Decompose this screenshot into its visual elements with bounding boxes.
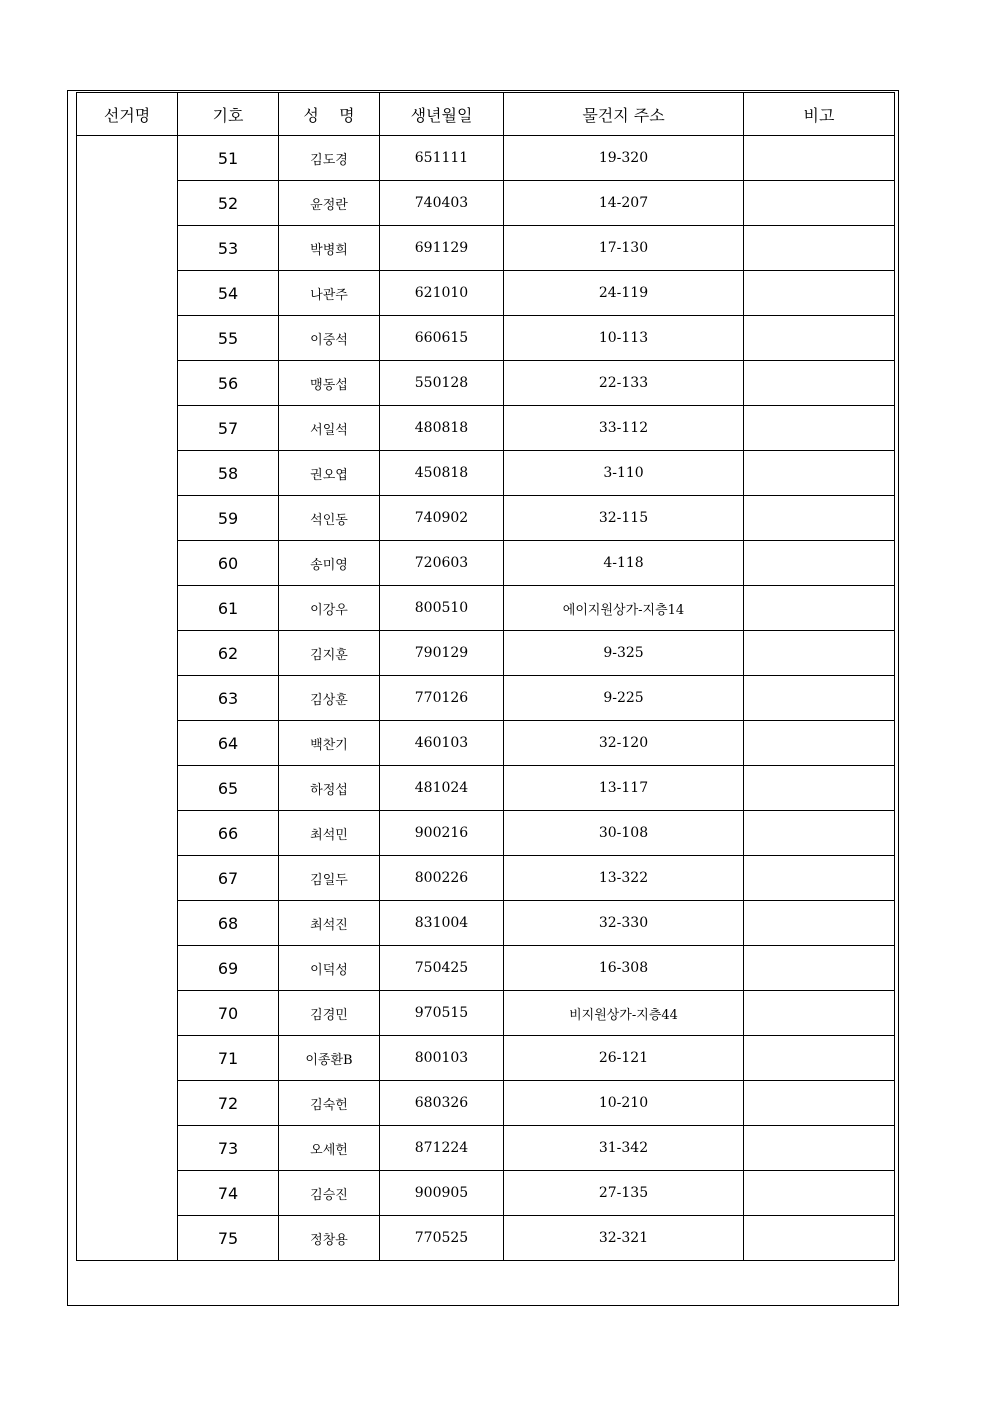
header-birth: 생년월일 xyxy=(380,93,504,136)
birth-cell: 680326 xyxy=(380,1081,504,1126)
table-row xyxy=(77,1081,895,1126)
note-cell xyxy=(744,316,895,361)
address-cell: 3-110 xyxy=(504,451,744,496)
name-cell: 하정섭 xyxy=(279,766,380,811)
birth-cell: 550128 xyxy=(380,361,504,406)
address-cell: 24-119 xyxy=(504,271,744,316)
birth-cell: 900216 xyxy=(380,811,504,856)
note-cell xyxy=(744,181,895,226)
name-cell: 정창용 xyxy=(279,1216,380,1261)
note-cell xyxy=(744,1171,895,1216)
address-cell: 26-121 xyxy=(504,1036,744,1081)
number-cell: 68 xyxy=(178,901,279,946)
number-cell: 67 xyxy=(178,856,279,901)
number-cell: 51 xyxy=(178,136,279,181)
note-cell xyxy=(744,901,895,946)
name-cell: 나관주 xyxy=(279,271,380,316)
number-cell: 61 xyxy=(178,586,279,631)
birth-cell: 770126 xyxy=(380,676,504,721)
address-cell: 9-325 xyxy=(504,631,744,676)
table-row xyxy=(77,496,895,541)
number-cell: 70 xyxy=(178,991,279,1036)
name-cell: 오세헌 xyxy=(279,1126,380,1171)
note-cell xyxy=(744,136,895,181)
name-cell: 백찬기 xyxy=(279,721,380,766)
note-cell xyxy=(744,676,895,721)
number-cell: 56 xyxy=(178,361,279,406)
table-row xyxy=(77,271,895,316)
address-cell: 32-321 xyxy=(504,1216,744,1261)
number-cell: 74 xyxy=(178,1171,279,1216)
name-cell: 김지훈 xyxy=(279,631,380,676)
table-row xyxy=(77,226,895,271)
table-row xyxy=(77,541,895,586)
table-row xyxy=(77,361,895,406)
birth-cell: 800226 xyxy=(380,856,504,901)
note-cell xyxy=(744,541,895,586)
candidate-table xyxy=(76,92,895,1261)
table-row xyxy=(77,631,895,676)
birth-cell: 720603 xyxy=(380,541,504,586)
birth-cell: 480818 xyxy=(380,406,504,451)
address-cell: 32-120 xyxy=(504,721,744,766)
table-row xyxy=(77,406,895,451)
table-row xyxy=(77,991,895,1036)
table-row xyxy=(77,1216,895,1261)
table-row xyxy=(77,181,895,226)
note-cell xyxy=(744,226,895,271)
election-cell xyxy=(77,136,178,1261)
number-cell: 71 xyxy=(178,1036,279,1081)
header-note: 비고 xyxy=(744,93,895,136)
table-row xyxy=(77,811,895,856)
address-cell: 27-135 xyxy=(504,1171,744,1216)
birth-cell: 800103 xyxy=(380,1036,504,1081)
name-cell: 김일두 xyxy=(279,856,380,901)
birth-cell: 740403 xyxy=(380,181,504,226)
table-row xyxy=(77,451,895,496)
table-row xyxy=(77,136,895,181)
table-row xyxy=(77,856,895,901)
birth-cell: 871224 xyxy=(380,1126,504,1171)
address-cell: 33-112 xyxy=(504,406,744,451)
note-cell xyxy=(744,271,895,316)
name-cell: 김경민 xyxy=(279,991,380,1036)
table-header-row xyxy=(77,93,895,136)
name-cell: 이강우 xyxy=(279,586,380,631)
address-cell: 31-342 xyxy=(504,1126,744,1171)
name-cell: 윤정란 xyxy=(279,181,380,226)
address-cell: 30-108 xyxy=(504,811,744,856)
address-cell: 비지원상가-지층44 xyxy=(504,991,744,1036)
note-cell xyxy=(744,406,895,451)
note-cell xyxy=(744,451,895,496)
name-cell: 이덕성 xyxy=(279,946,380,991)
birth-cell: 691129 xyxy=(380,226,504,271)
number-cell: 58 xyxy=(178,451,279,496)
birth-cell: 970515 xyxy=(380,991,504,1036)
table-row xyxy=(77,721,895,766)
note-cell xyxy=(744,1216,895,1261)
address-cell: 4-118 xyxy=(504,541,744,586)
name-cell: 최석민 xyxy=(279,811,380,856)
address-cell: 13-322 xyxy=(504,856,744,901)
note-cell xyxy=(744,1126,895,1171)
name-cell: 박병희 xyxy=(279,226,380,271)
birth-cell: 750425 xyxy=(380,946,504,991)
address-cell: 에이지원상가-지층14 xyxy=(504,586,744,631)
note-cell xyxy=(744,586,895,631)
note-cell xyxy=(744,766,895,811)
name-cell: 송미영 xyxy=(279,541,380,586)
birth-cell: 660615 xyxy=(380,316,504,361)
number-cell: 64 xyxy=(178,721,279,766)
birth-cell: 900905 xyxy=(380,1171,504,1216)
header-name: 성 명 xyxy=(279,93,380,136)
table-row xyxy=(77,1126,895,1171)
address-cell: 17-130 xyxy=(504,226,744,271)
number-cell: 73 xyxy=(178,1126,279,1171)
address-cell: 16-308 xyxy=(504,946,744,991)
number-cell: 59 xyxy=(178,496,279,541)
table-row xyxy=(77,1171,895,1216)
birth-cell: 831004 xyxy=(380,901,504,946)
note-cell xyxy=(744,1081,895,1126)
table-row xyxy=(77,586,895,631)
name-cell: 최석진 xyxy=(279,901,380,946)
number-cell: 63 xyxy=(178,676,279,721)
number-cell: 72 xyxy=(178,1081,279,1126)
note-cell xyxy=(744,946,895,991)
birth-cell: 740902 xyxy=(380,496,504,541)
table-row xyxy=(77,901,895,946)
note-cell xyxy=(744,496,895,541)
number-cell: 57 xyxy=(178,406,279,451)
number-cell: 75 xyxy=(178,1216,279,1261)
birth-cell: 770525 xyxy=(380,1216,504,1261)
birth-cell: 790129 xyxy=(380,631,504,676)
note-cell xyxy=(744,631,895,676)
number-cell: 69 xyxy=(178,946,279,991)
table-row xyxy=(77,946,895,991)
address-cell: 10-113 xyxy=(504,316,744,361)
address-cell: 32-115 xyxy=(504,496,744,541)
table-row xyxy=(77,766,895,811)
address-cell: 19-320 xyxy=(504,136,744,181)
note-cell xyxy=(744,856,895,901)
number-cell: 55 xyxy=(178,316,279,361)
number-cell: 53 xyxy=(178,226,279,271)
name-cell: 김도경 xyxy=(279,136,380,181)
address-cell: 9-225 xyxy=(504,676,744,721)
number-cell: 65 xyxy=(178,766,279,811)
birth-cell: 460103 xyxy=(380,721,504,766)
birth-cell: 651111 xyxy=(380,136,504,181)
table-row xyxy=(77,316,895,361)
number-cell: 66 xyxy=(178,811,279,856)
address-cell: 13-117 xyxy=(504,766,744,811)
address-cell: 14-207 xyxy=(504,181,744,226)
name-cell: 맹동섭 xyxy=(279,361,380,406)
table-row xyxy=(77,676,895,721)
header-number: 기호 xyxy=(178,93,279,136)
number-cell: 62 xyxy=(178,631,279,676)
table-row xyxy=(77,1036,895,1081)
header-address: 물건지 주소 xyxy=(504,93,744,136)
address-cell: 10-210 xyxy=(504,1081,744,1126)
name-cell: 김상훈 xyxy=(279,676,380,721)
name-cell: 이종환B xyxy=(279,1036,380,1081)
name-cell: 석인동 xyxy=(279,496,380,541)
number-cell: 60 xyxy=(178,541,279,586)
name-cell: 권오엽 xyxy=(279,451,380,496)
number-cell: 52 xyxy=(178,181,279,226)
birth-cell: 621010 xyxy=(380,271,504,316)
name-cell: 이중석 xyxy=(279,316,380,361)
number-cell: 54 xyxy=(178,271,279,316)
note-cell xyxy=(744,811,895,856)
name-cell: 김숙헌 xyxy=(279,1081,380,1126)
header-election: 선거명 xyxy=(77,93,178,136)
note-cell xyxy=(744,361,895,406)
birth-cell: 450818 xyxy=(380,451,504,496)
name-cell: 서일석 xyxy=(279,406,380,451)
birth-cell: 481024 xyxy=(380,766,504,811)
note-cell xyxy=(744,1036,895,1081)
name-cell: 김승진 xyxy=(279,1171,380,1216)
note-cell xyxy=(744,991,895,1036)
address-cell: 22-133 xyxy=(504,361,744,406)
address-cell: 32-330 xyxy=(504,901,744,946)
birth-cell: 800510 xyxy=(380,586,504,631)
note-cell xyxy=(744,721,895,766)
